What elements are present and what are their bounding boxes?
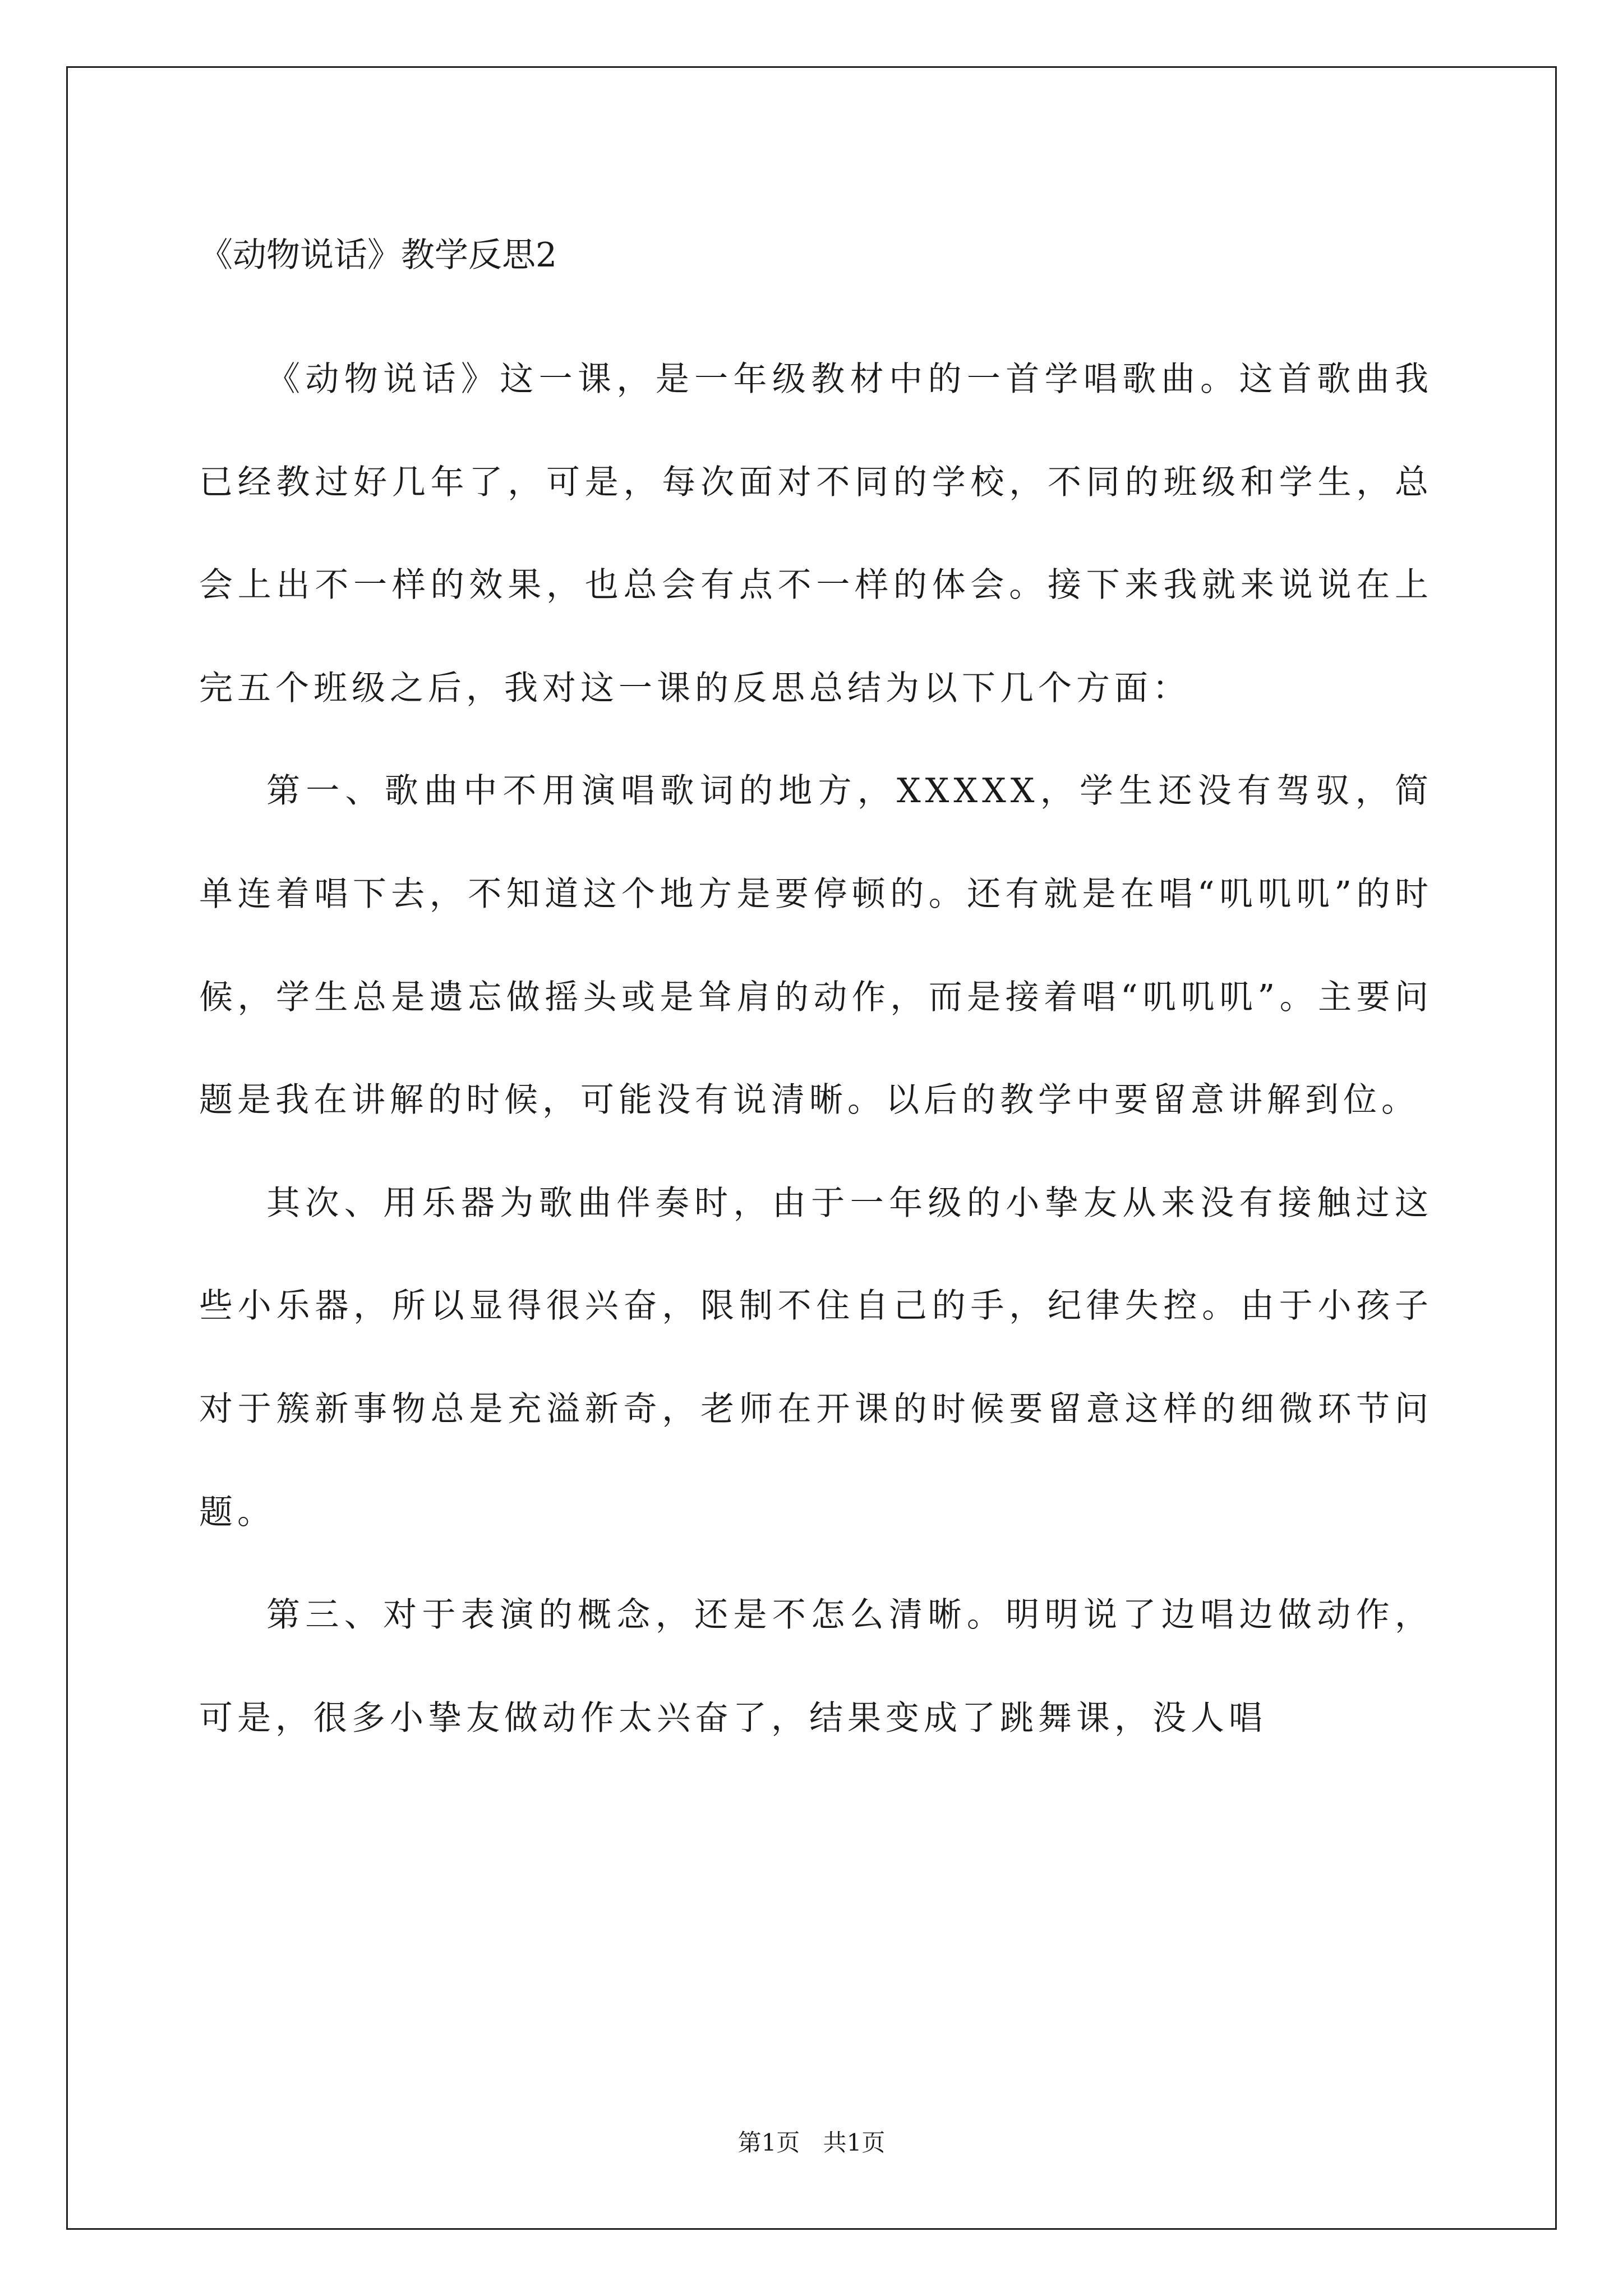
page-total: 共1页 — [823, 2129, 886, 2156]
paragraph-1: 《动物说话》这一课，是一年级教材中的一首学唱歌曲。这首歌曲我已经教过好几年了，可是，每次面对不同的学校，不同的班级和学生，总会上出不一样的效果，也总会有点不一样的体会。接下来我就来说说在上完五个班级之后，我对这一课的反思总结为以下几个方面： — [199, 360, 1433, 708]
document-body — [199, 328, 1433, 1770]
document-title: 《动物说话》教学反思2 — [199, 236, 557, 275]
paragraph-2: 第一、歌曲中不用演唱歌词的地方，XXXXX，学生还没有驾驭，简单连着唱下去，不知道这个地方是要停顿的。还有就是在唱“叽叽叽”的时候，学生总是遗忘做摇头或是耸肩的动作，而是接着唱“叽叽叽”。主要问题是我在讲解的时候，可能没有说清晰。以后的教学中要留意讲解到位。 — [199, 771, 1433, 1120]
page-number: 第1页 — [737, 2129, 800, 2156]
paragraph-3: 其次、用乐器为歌曲伴奏时，由于一年级的小挚友从来没有接触过这些小乐器，所以显得很兴奋，限制不住自己的手，纪律失控。由于小孩子对于簇新事物总是充溢新奇，老师在开课的时候要留意这样的细微环节问题。 — [199, 1183, 1433, 1532]
paragraph-4: 第三、对于表演的概念，还是不怎么清晰。明明说了边唱边做动作，可是，很多小挚友做动作太兴奋了，结果变成了跳舞课，没人唱 — [199, 1595, 1433, 1738]
page-footer — [0, 2126, 1623, 2160]
